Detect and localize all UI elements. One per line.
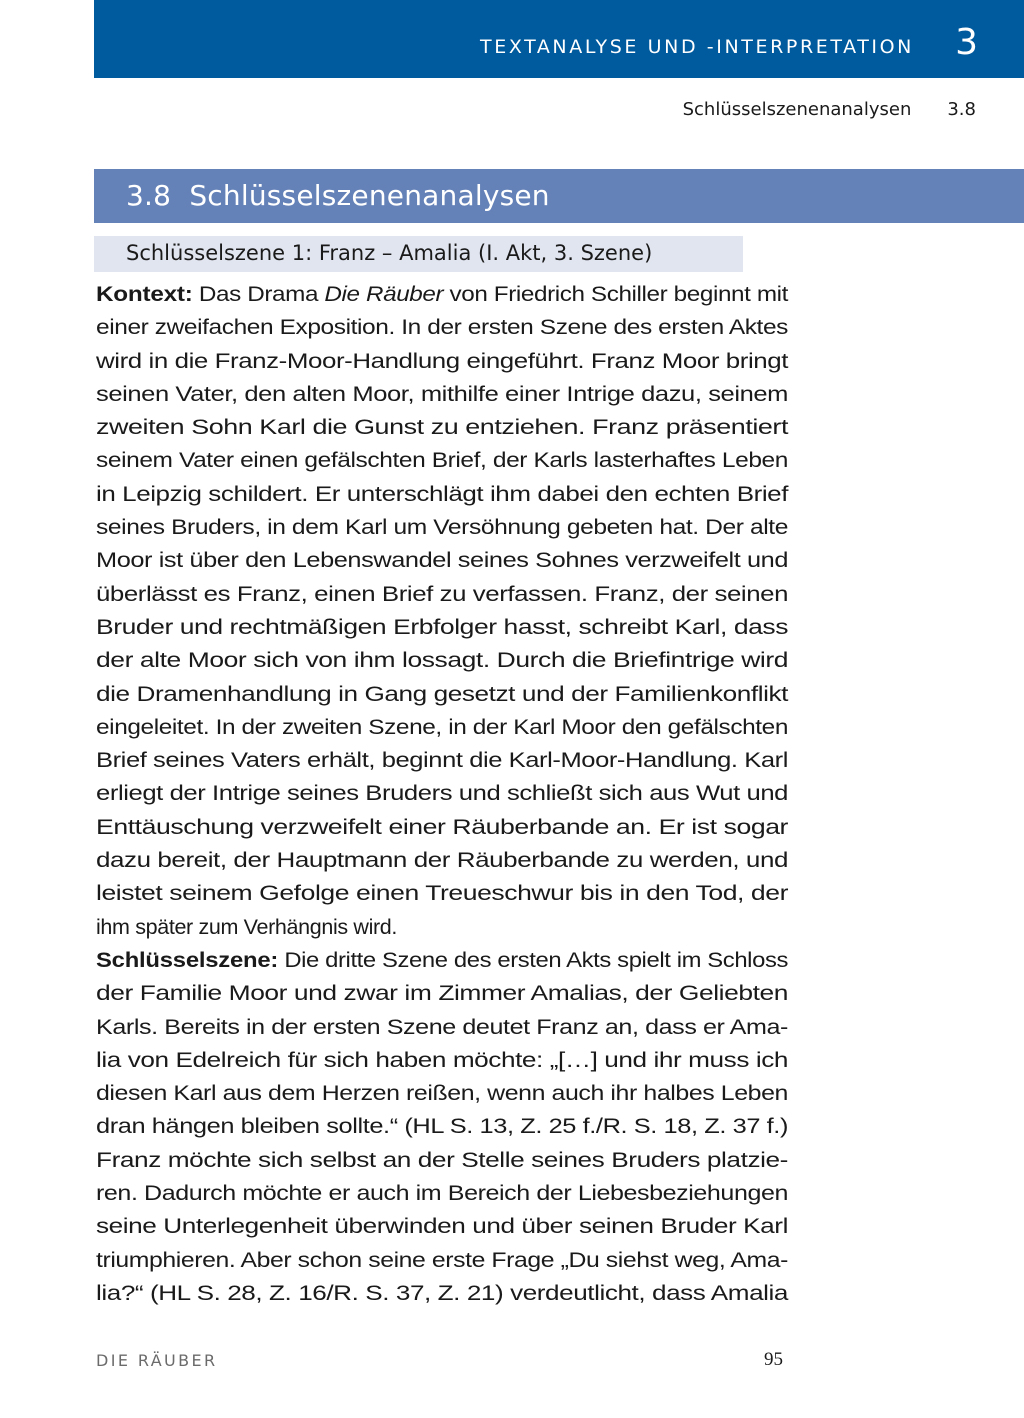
body-line: Enttäuschung verzweifelt einer Räuberbande an. Er ist sogar <box>96 814 788 839</box>
context-paragraph-first-line <box>96 278 788 311</box>
body-line: diesen Karl aus dem Herzen reißen, wenn auch ihr halbes Leben <box>96 1081 789 1106</box>
body-line: triumphieren. Aber schon seine erste Frage „Du siehst weg, Ama- <box>96 1247 789 1272</box>
subheading-box <box>94 236 743 272</box>
body-line: überlässt es Franz, einen Brief zu verfassen. Franz, der seinen <box>96 581 788 606</box>
subheading-title: Schlüsselszene 1: Franz – Amalia (I. Akt, 3. Szene) <box>126 241 653 265</box>
body-line: Brief seines Vaters erhält, beginnt die Karl-Moor-Handlung. Karl <box>96 748 788 773</box>
body-line: dran hängen bleiben sollte.“ (HL S. 13, Z. 25 f./R. S. 18, Z. 37 f.) <box>96 1114 788 1139</box>
body-line: der Familie Moor und zwar im Zimmer Amalias, der Geliebten <box>96 981 788 1006</box>
body-line: seinem Vater einen gefälschten Brief, der Karls lasterhaftes Leben <box>96 448 788 473</box>
body-line: lia?“ (HL S. 28, Z. 16/R. S. 37, Z. 21) verdeutlicht, dass Amalia <box>96 1280 788 1305</box>
body-line: seine Unterlegenheit überwinden und über seinen Bruder Karl <box>96 1214 788 1239</box>
text-fragment: von Friedrich Schiller beginnt mit <box>443 282 788 306</box>
text-fragment: Die dritte Szene des ersten Akts spielt im Schloss <box>278 947 788 972</box>
body-line: zweiten Sohn Karl die Gunst zu entziehen. Franz präsentiert <box>96 415 788 440</box>
chapter-number: 3 <box>955 22 978 63</box>
text-fragment: Das Drama <box>192 282 325 306</box>
body-line: Karls. Bereits in der ersten Szene deutet Franz an, dass er Ama- <box>96 1014 788 1039</box>
running-head-section-name: Schlüsselszenenanalysen <box>682 99 912 120</box>
section-heading-bar <box>94 169 1024 223</box>
scene-paragraph-first-line <box>96 944 788 977</box>
body-line: erliegt der Intrige seines Bruders und schließt sich aus Wut und <box>96 781 788 806</box>
footer-book-title: DIE RÄUBER <box>96 1351 218 1370</box>
chapter-header-bar <box>94 0 1024 78</box>
body-line: dazu bereit, der Hauptmann der Räuberbande zu werden, und <box>96 848 788 873</box>
body-line: wird in die Franz-Moor-Handlung eingeführt. Franz Moor bringt <box>96 348 788 373</box>
body-line: die Dramenhandlung in Gang gesetzt und der Familienkonflikt <box>96 681 788 706</box>
body-line: leistet seinem Gefolge einen Treueschwur bis in den Tod, der <box>96 881 788 906</box>
body-line: der alte Moor sich von ihm lossagt. Durch die Briefintrige wird <box>96 648 788 673</box>
running-head-section-number: 3.8 <box>947 99 976 120</box>
page-number: 95 <box>764 1349 783 1370</box>
scene-label: Schlüsselszene: <box>96 947 279 972</box>
body-line: Bruder und rechtmäßigen Erbfolger hasst, schreibt Karl, dass <box>96 614 788 639</box>
body-line: seines Bruders, in dem Karl um Versöhnung gebeten hat. Der alte <box>96 515 788 540</box>
body-line: in Leipzig schildert. Er unterschlägt ihm dabei den echten Brief <box>96 481 788 506</box>
body-line: seinen Vater, den alten Moor, mithilfe einer Intrige dazu, seinem <box>96 381 788 406</box>
body-line: lia von Edelreich für sich haben möchte: „[…] und ihr muss ich <box>96 1047 788 1072</box>
context-label: Kontext: <box>96 282 193 306</box>
work-title: Die Räuber <box>324 282 444 306</box>
running-head <box>683 99 976 120</box>
body-line: ihm später zum Verhängnis wird. <box>96 914 398 939</box>
chapter-title: TEXTANALYSE UND -INTERPRETATION <box>480 36 914 58</box>
body-text <box>96 278 788 1310</box>
section-title: 3.8 Schlüsselszenenanalysen <box>126 179 550 212</box>
body-line: ren. Dadurch möchte er auch im Bereich der Liebesbeziehungen <box>96 1181 788 1206</box>
body-line: eingeleitet. In der zweiten Szene, in der Karl Moor den gefälschten <box>96 714 788 739</box>
body-line: Moor ist über den Lebenswandel seines Sohnes verzweifelt und <box>96 548 788 573</box>
body-line: Franz möchte sich selbst an der Stelle seines Bruders platzie- <box>96 1147 788 1172</box>
body-line: einer zweifachen Exposition. In der ersten Szene des ersten Aktes <box>96 315 788 340</box>
